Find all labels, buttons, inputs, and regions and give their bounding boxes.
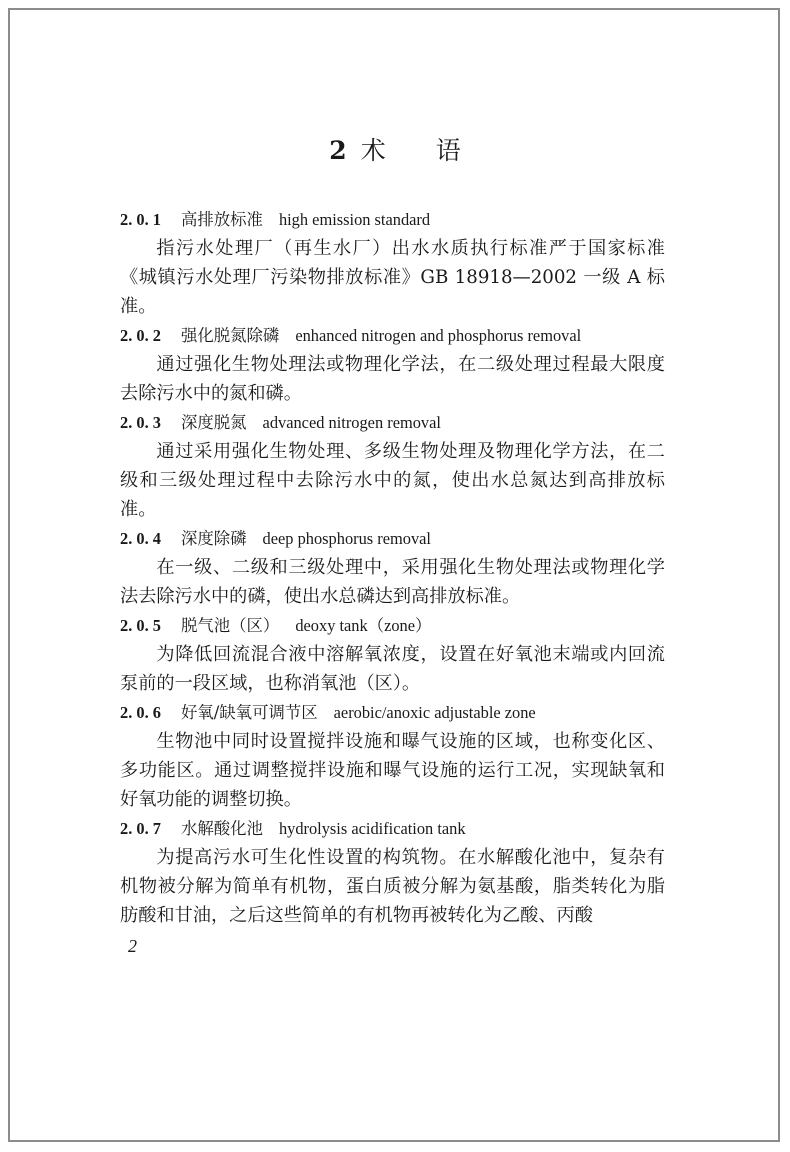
term-definition: 为降低回流混合液中溶解氧浓度，设置在好氧池末端或内回流泵前的一段区域，也称消氧池（区）。 (120, 644, 665, 694)
term-english: deoxy tank（zone） (295, 616, 432, 635)
term-english: high emission standard (278, 210, 431, 229)
terms-list (120, 205, 665, 930)
term-number: 2. 0. 5 (120, 616, 161, 635)
term-entry (120, 205, 665, 321)
term-chinese: 深度除磷 (180, 529, 247, 548)
term-english: deep phosphorus removal (262, 529, 431, 548)
term-chinese: 脱气池（区） (180, 616, 280, 635)
term-heading (120, 524, 665, 553)
term-english: hydrolysis acidification tank (278, 819, 466, 838)
term-number: 2. 0. 3 (120, 413, 161, 432)
chapter-title-word: 语 (435, 136, 461, 165)
term-entry (120, 698, 665, 814)
term-definition: 生物池中同时设置搅拌设施和曝气设施的区域，也称变化区、多功能区。通过调整搅拌设施和曝气设施的运行工况，实现缺氧和好氧功能的调整切换。 (120, 731, 665, 810)
term-english: advanced nitrogen removal (262, 413, 441, 432)
term-definition: 在一级、二级和三级处理中，采用强化生物处理法或物理化学法去除污水中的磷，使出水总磷达到高排放标准。 (120, 557, 665, 607)
chapter-number: 2 (329, 136, 347, 165)
term-chinese: 深度脱氮 (180, 413, 247, 432)
term-number: 2. 0. 6 (120, 703, 161, 722)
term-heading (120, 205, 665, 234)
term-number: 2. 0. 4 (120, 529, 161, 548)
term-heading (120, 698, 665, 727)
term-chinese: 强化脱氮除磷 (180, 326, 280, 345)
term-chinese: 好氧/缺氧可调节区 (180, 703, 318, 722)
term-number: 2. 0. 2 (120, 326, 161, 345)
term-heading (120, 321, 665, 350)
term-entry (120, 524, 665, 611)
term-english: enhanced nitrogen and phosphorus removal (295, 326, 582, 345)
chapter-title-word: 术 (360, 136, 386, 165)
term-english: aerobic/anoxic adjustable zone (333, 703, 536, 722)
term-entry (120, 611, 665, 698)
term-heading (120, 408, 665, 437)
term-definition: 通过采用强化生物处理、多级生物处理及物理化学方法，在二级和三级处理过程中去除污水中的氮，使出水总氮达到高排放标准。 (120, 441, 665, 520)
term-entry (120, 408, 665, 524)
term-chinese: 高排放标准 (180, 210, 263, 229)
term-heading (120, 814, 665, 843)
term-number: 2. 0. 1 (120, 210, 161, 229)
term-number: 2. 0. 7 (120, 819, 161, 838)
term-definition: 通过强化生物处理法或物理化学法，在二级处理过程最大限度去除污水中的氮和磷。 (120, 354, 665, 404)
term-heading (120, 611, 665, 640)
term-chinese: 水解酸化池 (180, 819, 263, 838)
term-definition: 为提高污水可生化性设置的构筑物。在水解酸化池中，复杂有机物被分解为简单有机物，蛋白质被分解为氨基酸，脂类转化为脂肪酸和甘油，之后这些简单的有机物再被转化为乙酸、丙酸 (120, 847, 665, 926)
term-entry (120, 321, 665, 408)
term-entry (120, 814, 665, 930)
term-definition: 指污水处理厂（再生水厂）出水水质执行标准严于国家标准《城镇污水处理厂污染物排放标准》GB 18918—2002 一级 A 标准。 (120, 238, 665, 317)
chapter-title (0, 134, 790, 168)
page-number: 2 (128, 936, 137, 956)
